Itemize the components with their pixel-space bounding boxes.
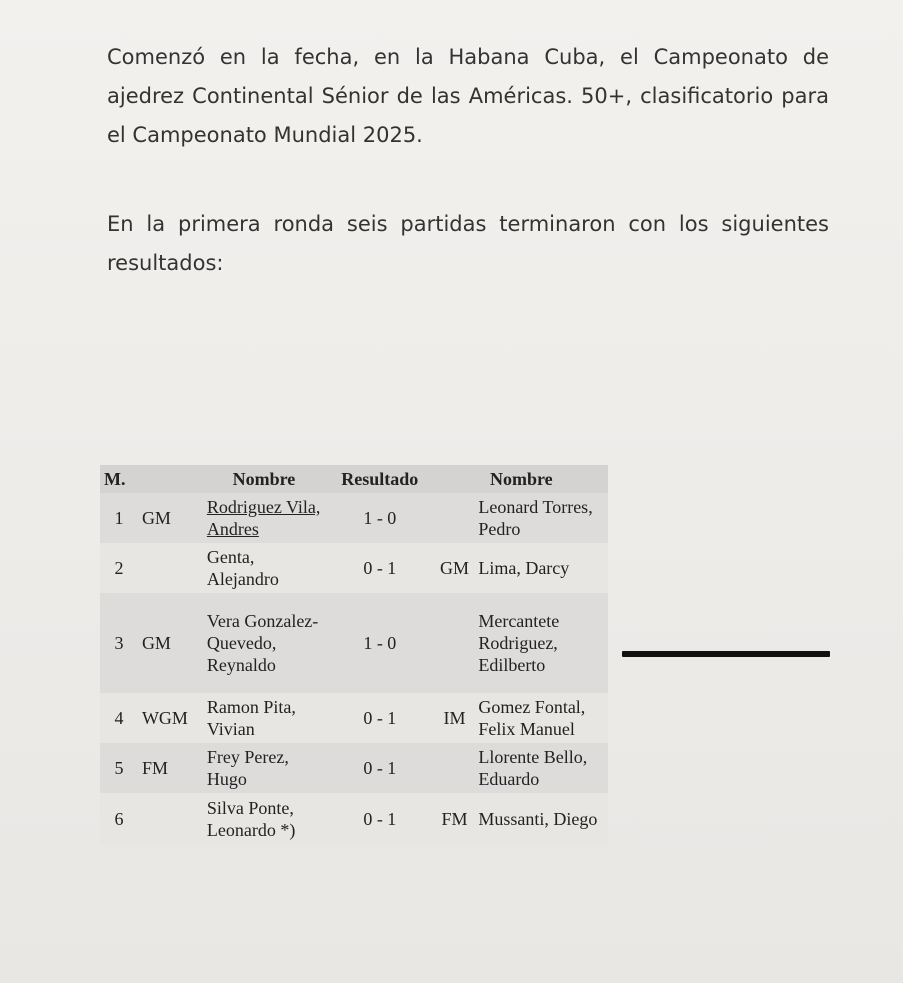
- black-title: [435, 743, 475, 793]
- black-title: [435, 593, 475, 693]
- table-row: [100, 693, 608, 743]
- black-player: Leonard Torres, Pedro: [478, 497, 593, 539]
- white-title: GM: [141, 633, 171, 653]
- white-title: GM: [141, 508, 171, 528]
- table-row: [100, 743, 608, 793]
- black-player: Llorente Bello, Eduardo: [478, 747, 588, 789]
- white-title: [138, 543, 203, 593]
- white-title: FM: [141, 758, 168, 778]
- match-number: 5: [114, 758, 124, 778]
- black-player: Mercantete Rodriguez, Edilberto: [478, 611, 560, 675]
- header-nombre-white: Nombre: [232, 469, 296, 489]
- match-number: 6: [114, 809, 124, 829]
- white-player: Genta, Alejandro: [206, 547, 279, 589]
- match-number: 3: [114, 633, 124, 653]
- table-header-row: [100, 465, 608, 493]
- black-player: Mussanti, Diego: [478, 809, 598, 829]
- round-paragraph: En la primera ronda seis partidas terminaron con los siguientes resultados:: [107, 212, 829, 275]
- black-title: GM: [439, 558, 469, 578]
- match-number: 4: [114, 708, 124, 728]
- result: 0 - 1: [363, 708, 397, 728]
- table-row: [100, 543, 608, 593]
- white-player: Frey Perez, Hugo: [206, 747, 289, 789]
- results-table: [100, 465, 608, 845]
- result: 0 - 1: [363, 758, 397, 778]
- white-title: WGM: [141, 708, 188, 728]
- black-title: IM: [443, 708, 466, 728]
- result: 1 - 0: [363, 633, 397, 653]
- black-title: [435, 493, 475, 543]
- black-player: Gomez Fontal, Felix Manuel: [478, 697, 586, 739]
- table-row: [100, 493, 608, 543]
- white-player: Vera Gonzalez-Quevedo, Reynaldo: [206, 611, 319, 675]
- white-player: Silva Ponte, Leonardo *): [206, 798, 296, 840]
- header-match: M.: [104, 469, 126, 489]
- result: 0 - 1: [363, 809, 397, 829]
- intro-paragraph: Comenzó en la fecha, en la Habana Cuba, el Campeonato de ajedrez Continental Sénior de las Américas. 50+, clasificatorio para el Campeonato Mundial 2025.: [107, 45, 829, 147]
- table-row: [100, 793, 608, 845]
- match-number: 1: [114, 508, 124, 528]
- white-player: Rodriguez Vila, Andres: [206, 497, 321, 539]
- table-row: [100, 593, 608, 693]
- white-player: Ramon Pita, Vivian: [206, 697, 296, 739]
- black-title: FM: [441, 809, 468, 829]
- result: 1 - 0: [363, 508, 397, 528]
- header-resultado: Resultado: [341, 469, 419, 489]
- black-player: Lima, Darcy: [478, 558, 570, 578]
- divider-line: [622, 651, 830, 657]
- white-title: [138, 793, 203, 845]
- match-number: 2: [114, 558, 124, 578]
- header-nombre-black: Nombre: [489, 469, 553, 489]
- result: 0 - 1: [363, 558, 397, 578]
